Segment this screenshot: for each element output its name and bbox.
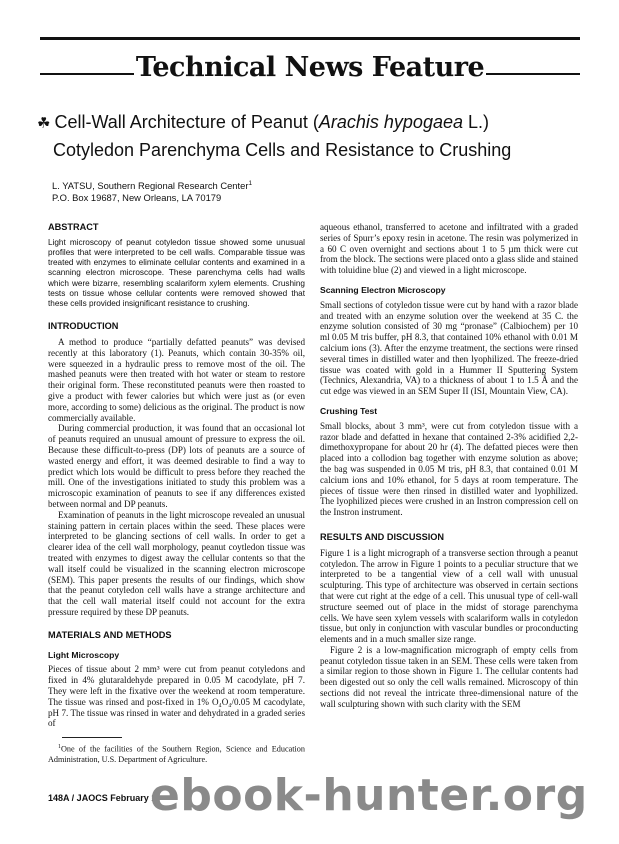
right-column xyxy=(320,222,578,710)
intro-paragraph: A method to produce “partially defatted peanuts” was devised recently at this laboratory (1). Peanuts, which contain 30-35% oil, were squeezed in a hydraulic press to remove most of the oil. The mashed peanuts were then treated with hot water or steam to restore their original form. These reconstituted peanuts were then roasted to give a product with fewer calories but which were just as (or even more, according to some) delicious as the original. The product is now commercially available. xyxy=(48,337,305,423)
footnote: $^1$One of the facilities of the Southern Region, Science and Education Administration, U.S. Department of Agriculture. xyxy=(48,744,305,764)
feature-title: Technical News Feature xyxy=(135,52,485,83)
abstract-heading: ABSTRACT xyxy=(48,222,99,232)
author-address: P.O. Box 19687, New Orleans, LA 70179 xyxy=(52,192,222,204)
article-title: ☘ Cell-Wall Architecture of Peanut (Arachis hypogaea L.) Cotyledon Parenchyma Cells and Resistance to Crushing xyxy=(37,109,511,164)
feature-line-left xyxy=(40,73,134,75)
left-column xyxy=(48,222,305,765)
article-title-line2: Cotyledon Parenchyma Cells and Resistance to Crushing xyxy=(53,140,512,160)
author-block: L. YATSU, Southern Regional Research Center$^1$ P.O. Box 19687, New Orleans, LA 70179 xyxy=(52,180,253,204)
intro-paragraph: During commercial production, it was found that an occasional lot of peanuts required an unusual amount of pressure to express the oil. Because these difficult-to-press (DP) lots of peanuts are a source of wasted energy and effort, it was deemed desirable to find a way to predict which lots would be difficult to press before they reached the mill. One of the investigations initiated to study this problem was a microscopic examination of peanuts to see if any differences existed between normal and DP peanuts. xyxy=(48,423,305,509)
feature-line-right xyxy=(486,73,580,75)
crushing-test-heading: Crushing Test xyxy=(320,405,378,416)
intro-paragraph: Examination of peanuts in the light microscope revealed an unusual staining pattern in certain places within the seed. These places were interpreted to be glancing sections of cell walls. In order to get a clearer idea of the cell wall morphology, peanut coytledon tissue was treated with enzymes to digest away the cellular contents so that the wall itself could be visualized in the scanning electron microscope (SEM). This paper presents the results of our findings, which show that the peanut cotyledon cell walls have a strange architecture and that the cell wall material itself could not account for the extra pressure required by these DP peanuts. xyxy=(48,509,305,617)
results-heading: RESULTS AND DISCUSSION xyxy=(320,531,445,542)
feature-banner xyxy=(40,52,580,83)
footnote-rule xyxy=(62,737,122,738)
abstract-text: Light microscopy of peanut cotyledon tissue showed some unusual profiles that were interpreted to be cell walls. Comparable tissue was treated with enzymes to eliminate cellular contents and examined in a scanning electron microscope. These parenchyma cells had walls which were bizarre, resembling scalariform xylem elements. Crushing tests on tissue whose cellular contents were removed showed that these cells provided insignificant resistance to crushing. xyxy=(48,237,305,309)
light-microscopy-paragraph: Pieces of tissue about 2 mm³ were cut from peanut cotyledons and fixed in 4% glutaraldehyde prepared in 0.05 M cacodylate, pH 7. They were left in the fixative over the weekend at room temperature. The tissue was rinsed and post-fixed in 1% O₄O₄/0.05 M cacodylate, pH 7. The tissue was rinsed in water and dehydrated in a graded series of xyxy=(48,664,305,729)
materials-heading: MATERIALS AND METHODS xyxy=(48,629,172,640)
introduction-heading: INTRODUCTION xyxy=(48,321,119,332)
crushing-test-paragraph: Small blocks, about 3 mm³, were cut from cotyledon tissue with a razor blade and defatted in hexane that contained 2-3% acidified 2,2-dimethoxypropane for about 20 hr (4). The defatted pieces were then placed into a collodion bag together with enzyme solution as above; the bag was suspended in 0.05 M tris, pH 8.3, that contained 0.01 M calcium ions and 10% ethanol, for 5 days at room temperature. The pieces of tissue were then rinsed in distilled water and lyophilized. The lyophilized pieces were crushed in an Instron compression cell on the Instron instrument. xyxy=(320,420,578,518)
page-folio: 148A / JAOCS February 1 xyxy=(48,793,157,803)
author-affiliation: , Southern Regional Research Center xyxy=(92,180,249,192)
author-name: L. YATSU xyxy=(52,180,93,192)
watermark: ebook-hunter.org xyxy=(150,770,588,821)
top-rule xyxy=(40,37,580,40)
light-microscopy-heading: Light Microscopy xyxy=(48,649,120,660)
results-paragraph: Figure 1 is a light micrograph of a transverse section through a peanut cotyledon. The arrow in Figure 1 points to a peculiar structure that we interpreted to be a tangential view of a cell wall with unusual sculpturing. This type of architecture was observed in certain sections that were cut right at the edge of a cell. This unusual type of cell-wall structure seemed out of place in the midst of storage parenchyma cells. We have seen xylem vessels with scalariform walls in cotyledon tissue, but only in conjunction with vascular bundles or proconducting elements and in a much smaller size range. xyxy=(320,547,578,645)
sem-paragraph: Small sections of cotyledon tissue were cut by hand with a razor blade and treated with an enzyme solution over the weekend at 35 C. the enzyme solution consisted of 30 mg “pronase” (Calbiochem) per 10 ml 0.05 M tris buffer, pH 8.3, that contained 10% ethanol with 0.01 M calcium ions (3). After the enzyme treatment, the sections were rinsed several times in distilled water and then lyophilized. The freeze-dried tissue was coated with gold in a Hummer II Sputtering System (Technics, Alexandria, VA) to a thickness of about 1 to 1.5 Å and the cut edge was viewed in an SEM Super II (ISI, Mountain View, CA). xyxy=(320,299,578,397)
light-microscopy-continued: aqueous ethanol, transferred to acetone and infiltrated with a graded series of Spurr’s epoxy resin in acetone. The resin was polymerized in a 60 C oven overnight and sections about 1 to 5 µm thick were cut from the block. The sections were placed onto a glass slide and stained with toluidine blue (2) and viewed in a light microscope. xyxy=(320,222,578,276)
sem-heading: Scanning Electron Microscopy xyxy=(320,284,446,295)
peanut-ornament-icon: ☘ xyxy=(37,115,51,132)
results-paragraph: Figure 2 is a low-magnification micrograph of empty cells from peanut cotyledon tissue taken in an SEM. These cells were taken from a similar region to those shown in Figure 1. The cellular contents had been digested out so only the cell walls remained. Microscopy of thin sections did not reveal the intricate three-dimensional nature of the wall sculpturing shown with such clarity with the SEM xyxy=(320,644,578,709)
